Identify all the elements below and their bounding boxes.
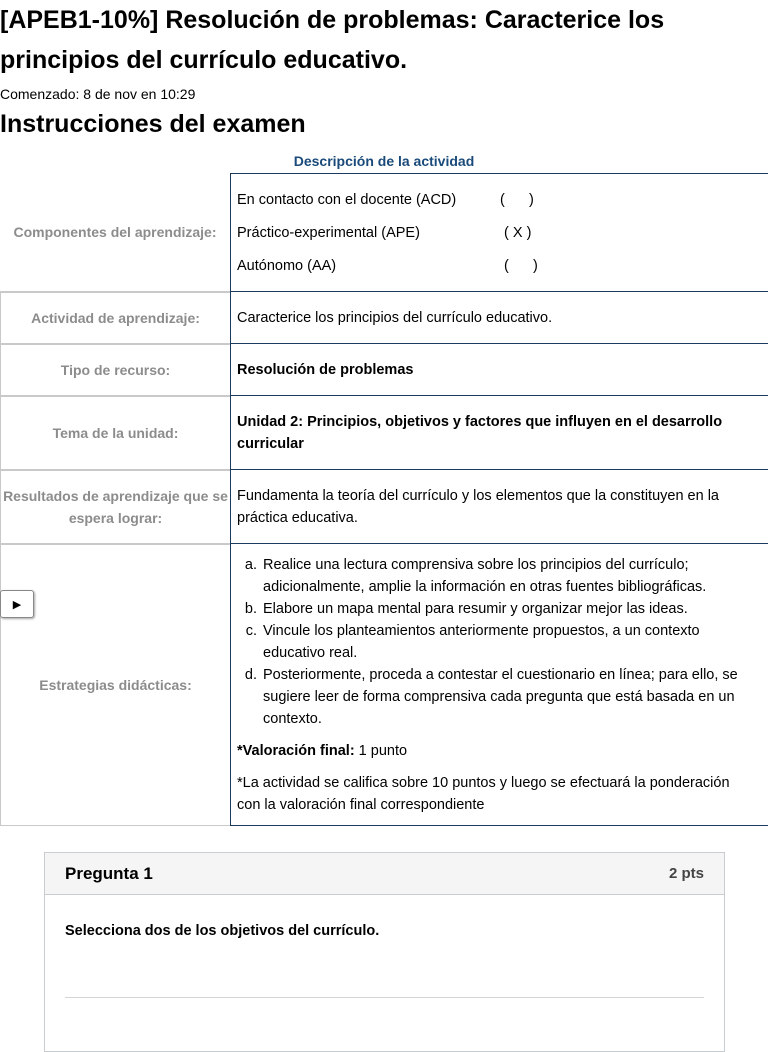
- question-points: 2 pts: [668, 865, 704, 882]
- components-row: [0, 173, 768, 292]
- instructions-heading: Instrucciones del examen: [0, 110, 306, 138]
- play-button[interactable]: [0, 590, 34, 618]
- question-divider: [65, 997, 704, 998]
- activity-text: Caracterice los principios del currículo educativo.: [237, 309, 553, 326]
- component-mark: ( ): [500, 257, 538, 274]
- component-mark: ( X ): [500, 224, 532, 241]
- component-item: [237, 183, 768, 216]
- results-text: Fundamenta la teoría del currículo y los elementos que la constituyen en la práctica educativa.: [237, 487, 719, 526]
- table-caption: Descripción de la actividad: [293, 153, 475, 169]
- activity-value: [230, 292, 768, 344]
- component-mark: ( ): [500, 191, 534, 208]
- page-title: [APEB1-10%] Resolución de problemas: Caracterice los principios del currículo educativo.: [0, 6, 665, 74]
- component-name: En contacto con el docente (ACD): [237, 191, 457, 208]
- strategy-item: a. Realice una lectura comprensiva sobre los principios del currículo; adicionalmente, amplie la información en otras fuentes bibliográficas.: [261, 554, 754, 598]
- topic-row: [0, 396, 768, 470]
- activity-table: [0, 173, 768, 826]
- resource-label: Tipo de recurso:: [0, 344, 230, 396]
- topic-text: Unidad 2: Principios, objetivos y factores que influyen en el desarrollo curricular: [237, 413, 723, 452]
- resource-row: [0, 344, 768, 396]
- final-score: [237, 740, 754, 762]
- started-timestamp: Comenzado: 8 de nov en 10:29: [0, 86, 196, 102]
- question-header: [45, 853, 724, 895]
- activity-label: Actividad de aprendizaje:: [0, 292, 230, 344]
- components-label: Componentes del aprendizaje:: [0, 173, 230, 292]
- strategies-label: Estrategias didácticas:: [0, 544, 230, 826]
- topic-value: [230, 396, 768, 470]
- strategy-item: d. Posteriormente, proceda a contestar el cuestionario en línea; para ello, se sugiere leer de forma comprensiva cada pregunta que está basada en un contexto.: [261, 664, 754, 730]
- strategies-row: [0, 544, 768, 826]
- final-score-label: *Valoración final:: [237, 742, 355, 759]
- component-name: Práctico-experimental (APE): [237, 224, 420, 241]
- resource-text: Resolución de problemas: [237, 361, 414, 378]
- results-row: [0, 470, 768, 544]
- components-value: [230, 173, 768, 292]
- strategy-item: b. Elabore un mapa mental para resumir y organizar mejor las ideas.: [261, 598, 754, 620]
- component-item: [237, 216, 768, 249]
- activity-row: [0, 292, 768, 344]
- resource-value: [230, 344, 768, 396]
- question-title: Pregunta 1: [65, 863, 153, 883]
- component-name: Autónomo (AA): [237, 257, 337, 274]
- topic-label: Tema de la unidad:: [0, 396, 230, 470]
- strategy-item: c. Vincule los planteamientos anteriormente propuestos, a un contexto educativo real.: [261, 620, 754, 664]
- strategies-value: [230, 544, 768, 826]
- question-card: [44, 852, 725, 1052]
- strategies-list: [237, 554, 754, 730]
- question-text: Selecciona dos de los objetivos del currículo.: [65, 923, 380, 939]
- play-icon: ▶: [12, 598, 22, 611]
- component-item: [237, 249, 768, 282]
- final-score-value: 1 punto: [354, 742, 408, 759]
- results-value: [230, 470, 768, 544]
- results-label: Resultados de aprendizaje que se espera lograr:: [0, 470, 230, 544]
- grading-note: *La actividad se califica sobre 10 puntos y luego se efectuará la ponderación con la valoración final correspondiente: [237, 774, 730, 813]
